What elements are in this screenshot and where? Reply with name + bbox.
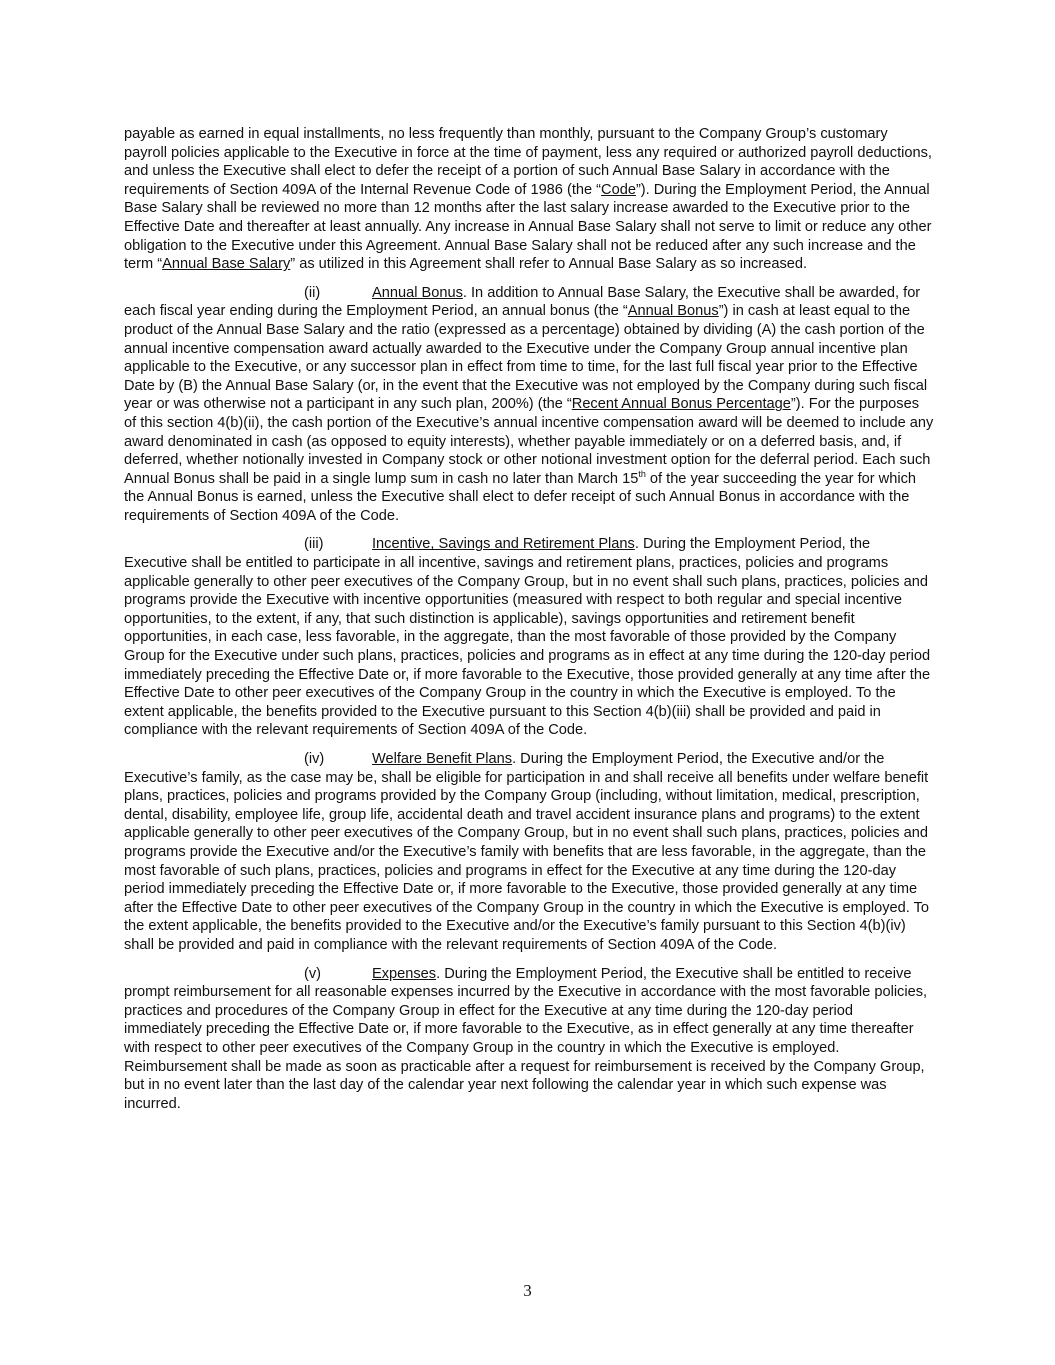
clause-heading: Annual Bonus [372, 284, 463, 301]
clause-number: (iii) [304, 536, 324, 553]
text-run: payable as earned in equal installments, no less frequently than monthly, pursuant to the Company Group’s customary payroll policies applicable to the Executive in force at the time of payment, less any required or authorized payroll deductions, and unless the Executive shall elect to defer the receipt of a portion of such Annual Base Salary in accordance with the requirements of Section 409A of the Internal Revenue Code of 1986 (the “ [124, 126, 932, 198]
clause-number: (v) [304, 965, 322, 982]
defined-term-recent-annual-bonus-percentage: Recent Annual Bonus Percentage [571, 396, 791, 413]
page-number: 3 [523, 1281, 532, 1300]
paragraph-welfare-benefit-plans [124, 750, 934, 955]
defined-term-code: Code [601, 181, 636, 198]
paragraph-base-salary-continued [124, 125, 934, 274]
clause-heading: Incentive, Savings and Retirement Plans [372, 536, 635, 553]
text-run: . During the Employment Period, the Executive and/or the Executive’s family, as the case may be, shall be eligible for participation in and shall receive all benefits under welfare benefit plans, practices, policies and programs provided by the Company Group (including, without limitation, medical, prescription, dental, disability, employee life, group life, accidental death and travel accident insurance plans and programs) to the extent applicable generally to other peer executives of the Company Group, but in no event shall such plans, practices, policies and programs provide the Executive and/or the Executive’s family with benefits that are less favorable, in the aggregate, than the most favorable of such plans, practices, policies and programs in effect for the Executive at any time during the 120-day period immediately preceding the Effective Date or, if more favorable to the Executive, those provided generally at any time after the Effective Date to other peer executives of the Company Group in the country in which the Executive is employed. To the extent applicable, the benefits provided to the Executive and/or the Executive’s family pursuant to this Section 4(b)(iv) shall be provided and paid in compliance with the relevant requirements of Section 409A of the Code. [124, 751, 929, 953]
text-run: ” as utilized in this Agreement shall refer to Annual Base Salary as so increased. [290, 256, 808, 273]
text-run: of the year succeeding the year for which the Annual Bonus is earned, unless the Executive shall elect to defer receipt of such Annual Bonus in accordance with the requirements of Section 409A of the Code. [124, 470, 916, 524]
paragraph-annual-bonus [124, 284, 934, 526]
paragraph-incentive-savings-retirement [124, 535, 934, 740]
text-run: . During the Employment Period, the Executive shall be entitled to participate in all incentive, savings and retirement plans, practices, policies and programs applicable generally to other peer executives of the Company Group, but in no event shall such plans, practices, policies and programs provide the Executive with incentive opportunities (measured with respect to both regular and special incentive opportunities, to the extent, if any, that such distinction is applicable), savings opportunities and retirement benefit opportunities, in each case, less favorable, in the aggregate, than the most favorable of those provided by the Company Group for the Executive under such plans, practices, policies and programs as in effect at any time during the 120-day period immediately preceding the Effective Date or, if more favorable to the Executive, those provided generally at any time after the Effective Date to other peer executives of the Company Group in the country in which the Executive is employed. To the extent applicable, the benefits provided to the Executive pursuant to this Section 4(b)(iii) shall be provided and paid in compliance with the relevant requirements of Section 409A of the Code. [124, 536, 931, 739]
defined-term-annual-base-salary: Annual Base Salary [162, 256, 291, 273]
text-run: ”). During the Employment Period, the Annual Base Salary shall be reviewed no more than 12 months after the last salary increase awarded to the Executive prior to the Effective Date and thereafter at least annually. Any increase in Annual Base Salary shall not serve to limit or reduce any other obligation to the Executive under this Agreement. Annual Base Salary shall not be reduced after any such increase and the term “ [124, 181, 932, 273]
text-run: . During the Employment Period, the Executive shall be entitled to receive prompt reimbursement for all reasonable expenses incurred by the Executive in accordance with the most favorable policies, practices and procedures of the Company Group in effect for the Executive at any time during the 120-day period immediately preceding the Effective Date or, if more favorable to the Executive, as in effect generally at any time thereafter with respect to other peer executives of the Company Group in the country in which the Executive is employed. Reimbursement shall be made as soon as practicable after a request for reimbursement is received by the Company Group, but in no event later than the last day of the calendar year next following the calendar year in which such expense was incurred. [124, 965, 928, 1112]
defined-term-annual-bonus: Annual Bonus [627, 303, 719, 320]
text-run: ”). For the purposes of this section 4(b)(ii), the cash portion of the Executive’s annual incentive compensation award will be deemed to include any award denominated in cash (as opposed to equity interests), whether payable immediately or on a deferred basis, and, if deferred, whether notionally invested in Company stock or other notional investment option for the deferral period. Each such Annual Bonus shall be paid in a single lump sum in cash no later than March 15 [124, 396, 934, 487]
clause-number: (ii) [304, 284, 321, 301]
paragraph-expenses [124, 965, 934, 1114]
clause-heading: Expenses [372, 965, 437, 982]
text-run: . In addition to Annual Base Salary, the Executive shall be awarded, for each fiscal year ending during the Employment Period, an annual bonus (the “ [124, 284, 921, 320]
document-body [124, 125, 934, 1123]
clause-heading: Welfare Benefit Plans [372, 751, 513, 767]
text-run: ”) in cash at least equal to the product of the Annual Base Salary and the ratio (expressed as a percentage) obtained by dividing (A) the cash portion of the annual incentive compensation award actually awarded to the Executive under the Company Group annual incentive plan applicable to the Executive, or any successor plan in effect from time to time, for the last full fiscal year prior to the Effective Date by (B) the Annual Base Salary (or, in the event that the Executive was not employed by the Company during such fiscal year or was otherwise not a participant in any such plan, 200%) (the “ [124, 303, 928, 413]
ordinal-superscript: th [638, 468, 646, 479]
clause-number: (iv) [304, 751, 325, 767]
